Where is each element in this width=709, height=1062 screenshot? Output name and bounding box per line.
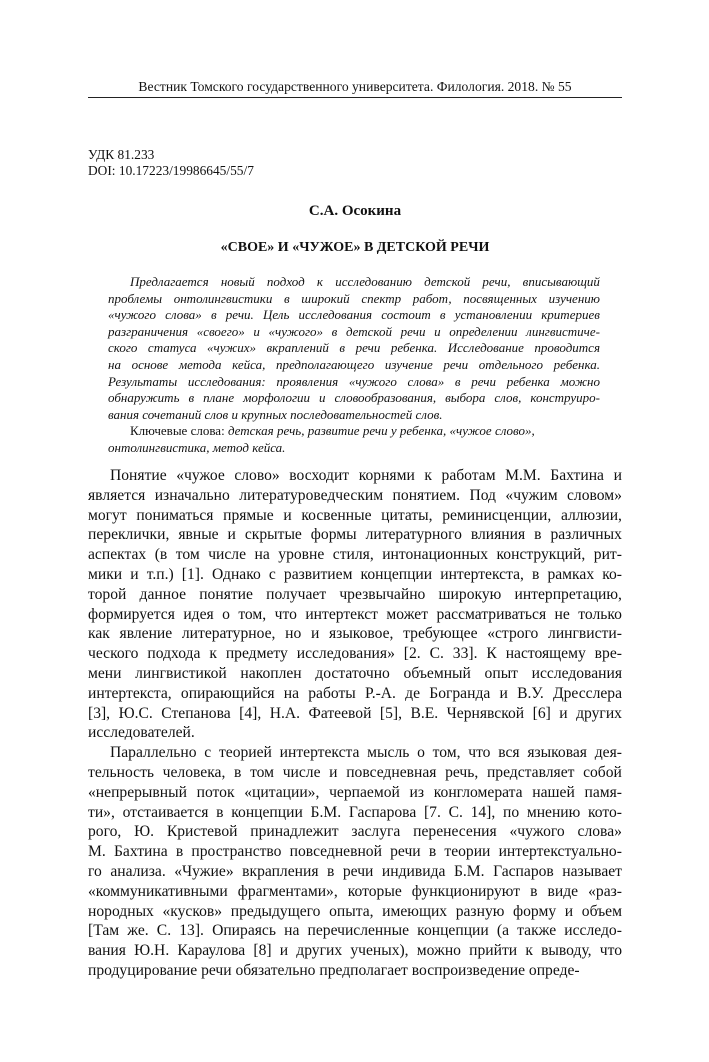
paragraph-2-line: рого, Ю. Кристевой принадлежит заслуга перенесения «чужого слова» — [88, 823, 622, 841]
udk-code: УДК 81.233 — [88, 147, 155, 162]
paragraph-2 — [88, 743, 622, 981]
paragraph-1-line: мики и т.п.) [1]. Однако с развитием концепции интертекста, в рамках ко- — [88, 565, 622, 583]
paragraph-2-line: ти», отстаивается в концепции Б.М. Гаспарова [7. С. 14], по мнению кото- — [88, 803, 622, 821]
paragraph-1-line: как явление литературное, но и языковое, требующее «строго лингвисти- — [88, 625, 622, 643]
journal-header: Вестник Томского государственного университета. Филология. 2018. № 55 — [138, 79, 572, 94]
author-name: С.А. Осокина — [308, 203, 402, 219]
paragraph-1-line: ческого подхода к предмету исследования» [2. С. 33]. К настоящему вре- — [88, 645, 622, 663]
abstract — [108, 274, 600, 457]
abstract-line: обнаружить в плане морфологии и словообразования, выбора слов, конструиро- — [108, 390, 600, 406]
paragraph-1-line: исследователей. — [88, 724, 195, 742]
paragraph-2-line: «коммуникативными фрагментами», которые функционируют в виде «раз- — [88, 882, 622, 900]
paragraph-1-line: является изначально литературоведческим понятием. Под «чужим словом» — [88, 486, 622, 504]
paragraph-1-line: [3], Ю.С. Степанова [4], Н.А. Фатеевой [5], В.Е. Чернявской [6] и других — [88, 704, 622, 722]
abstract-line: ского статуса «чужих» вкраплений в речи ребенка. Исследование проводится — [108, 340, 600, 356]
abstract-line: вания сочетаний слов и крупных последовательностей слов. — [108, 406, 443, 422]
paragraph-2-line: [Там же. С. 13]. Опираясь на перечисленные концепции (а также исследо- — [88, 922, 622, 940]
paragraph-2-line: нородных «кусков» предыдущего опыта, имеющих разную форму и объем — [88, 902, 622, 920]
keywords-line — [108, 423, 600, 440]
paragraph-1-line: аспектах (в том числе на уровне стиля, интонационных конструкций, рит- — [88, 546, 622, 564]
abstract-line: разграничения «своего» и «чужого» в детской речи и определении лингвистиче- — [108, 323, 600, 339]
paragraph-1-line: переклички, явные и скрытые формы литературного влияния в различных — [88, 526, 622, 544]
abstract-line: проблемы онтолингвистики в широкий спектр работ, посвященных изучению — [108, 290, 600, 306]
paragraph-1 — [88, 466, 622, 743]
paragraph-2-line: вания Ю.Н. Караулова [8] и других ученых), можно прийти к выводу, что — [88, 942, 622, 960]
paragraph-2-line: Параллельно с теорией интертекста мысль о том, что вся языковая дея- — [110, 744, 622, 762]
doi: DOI: 10.17223/19986645/55/7 — [88, 162, 254, 178]
paragraph-1-line: мени лингвистикой накоплен достаточно объемный опыт исследования — [88, 664, 622, 682]
paragraph-2-line: продуцирование речи обязательно предполагает воспроизведение опреде- — [88, 961, 580, 979]
article-title: «СВОЕ» И «ЧУЖОЕ» В ДЕТСКОЙ РЕЧИ — [220, 240, 490, 255]
header-rule — [88, 97, 622, 98]
abstract-line: на основе метода кейса, предполагающего изучение речи отдельного ребенка. — [108, 356, 600, 372]
keywords-line-continued — [108, 440, 600, 457]
paragraph-2-line: тельность человека, в том числе и повседневная речь, представляет собой — [88, 763, 622, 781]
abstract-line: Предлагается новый подход к исследованию детской речи, вписывающий — [130, 274, 600, 289]
paragraph-2-line: М. Бахтина в пространство повседневной речи в теории интертекстуально- — [88, 843, 622, 861]
paragraph-1-line: Понятие «чужое слово» восходит корнями к работам М.М. Бахтина и — [110, 467, 622, 484]
paragraph-1-line: интертекста, опирающийся на работы Р.-А. де Богранда и В.У. Дресслера — [88, 684, 622, 702]
keywords-values-continued: онтолингвистика, метод кейса. — [108, 439, 286, 455]
keywords-values: детская речь, развитие речи у ребенка, «чужое слово», — [227, 423, 535, 439]
abstract-line: Результаты исследования: проявления «чужого слова» в речи ребенка можно — [108, 373, 600, 389]
paragraph-1-line: торой данное понятие получает чрезвычайно широкую интерпретацию, — [88, 585, 622, 603]
paragraph-1-line: могут пониматься прямые и косвенные цитаты, реминисценции, аллюзии, — [88, 506, 622, 524]
article-body — [88, 466, 622, 981]
abstract-line: «чужого слова» в речи. Цель исследования состоит в установлении критериев — [108, 307, 600, 323]
paragraph-2-line: «непрерывный поток «цитации», черпаемой из конгломерата нашей памя- — [88, 783, 622, 801]
abstract-text — [108, 274, 600, 423]
paragraph-1-line: формируется идея о том, что интертекст может рассматриваться не только — [88, 605, 622, 623]
article-meta — [88, 147, 254, 178]
paragraph-2-line: го анализа. «Чужие» вкрапления в речи индивида Б.М. Гаспаров называет — [88, 862, 622, 880]
keywords-label: Ключевые слова: — [130, 423, 225, 439]
